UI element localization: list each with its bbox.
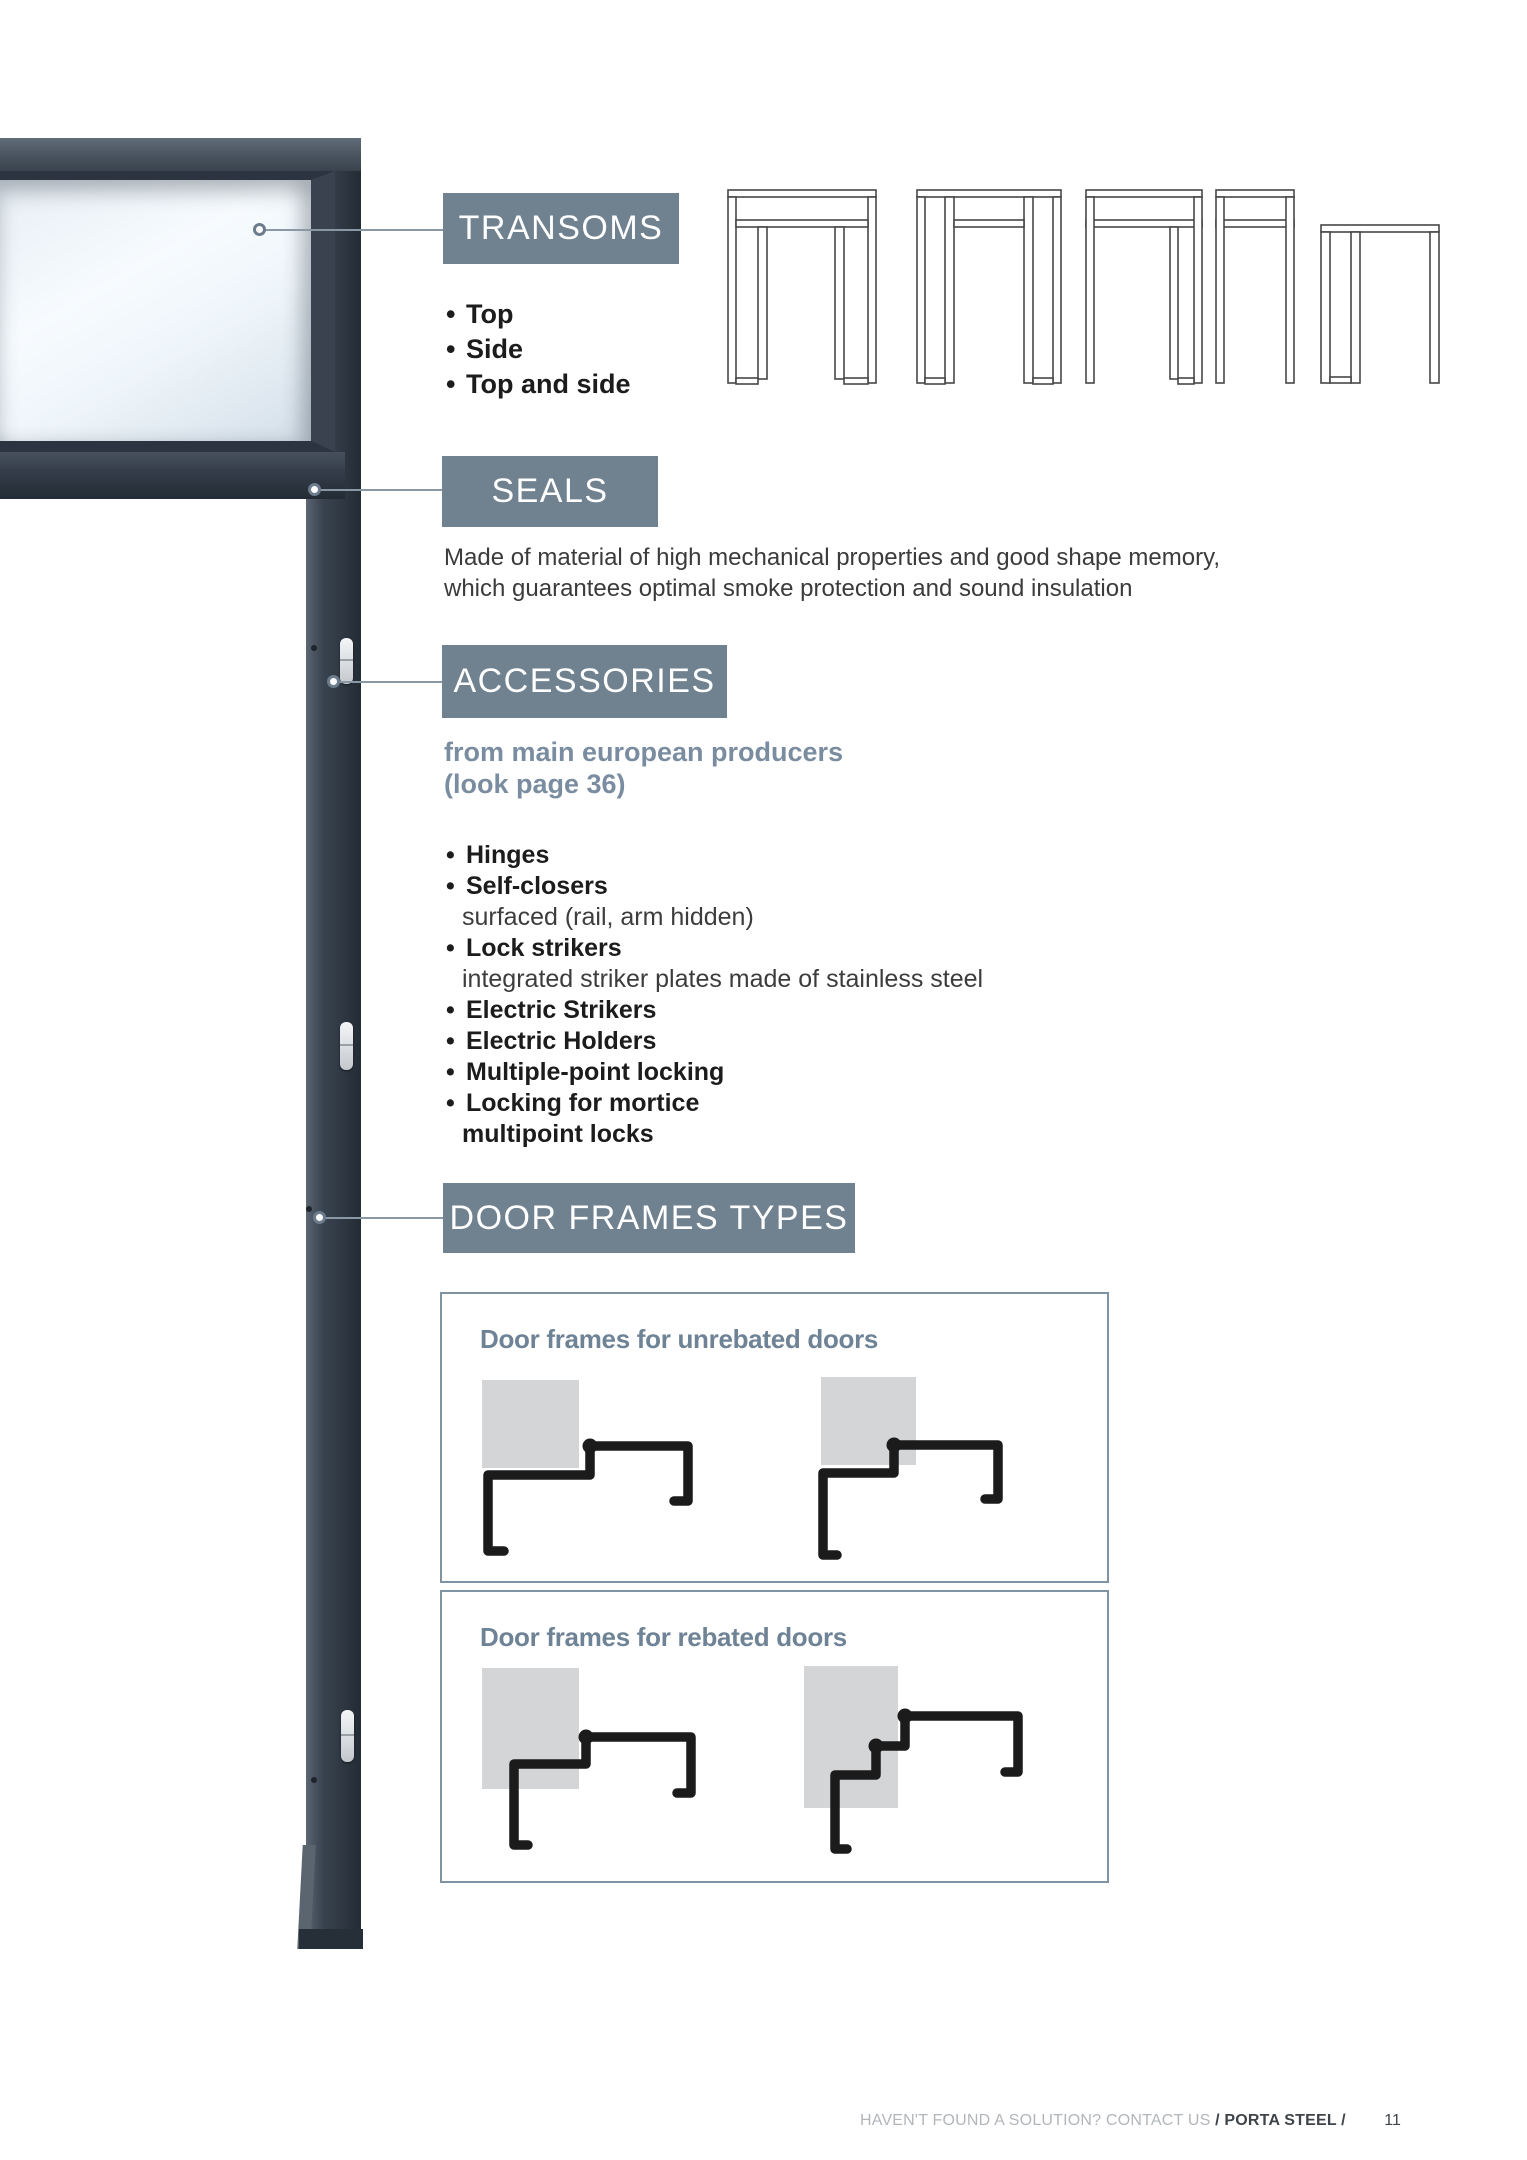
jamb-fixing-dot	[311, 645, 317, 651]
footer-contact-text: HAVEN'T FOUND A SOLUTION? CONTACT US	[860, 2112, 1216, 2129]
accessory-item: • Lock strikers	[446, 933, 983, 964]
section-header-transoms: TRANSOMS	[443, 193, 679, 264]
profile-diagram-rebated-2	[802, 1657, 1038, 1863]
accessory-item: • Multiple-point locking	[446, 1057, 983, 1088]
profile-diagram-unrebated-1	[480, 1380, 704, 1563]
door-frames-box-unrebated	[440, 1292, 1109, 1583]
leader-line-accessories	[334, 681, 443, 683]
transom-diagram-top-only	[1215, 189, 1295, 386]
footer-brand: / PORTA STEEL /	[1215, 2112, 1346, 2129]
transom-bullet-list	[446, 297, 631, 402]
accessory-item: integrated striker plates made of stainless steel	[462, 965, 984, 993]
accessories-intro	[444, 736, 843, 800]
box-title-unrebated: Door frames for unrebated doors	[480, 1324, 879, 1354]
accessory-item: multipoint locks	[462, 1120, 654, 1148]
transom-bullet-item: • Top and side	[446, 367, 631, 402]
transom-diagram-top-and-right-side	[1085, 189, 1203, 386]
section-header-accessories: ACCESSORIES	[442, 645, 727, 718]
accessories-intro-line: (look page 36)	[444, 769, 626, 799]
transom-bullet-item: • Top	[446, 297, 631, 332]
jamb-fixing-dot	[306, 1206, 312, 1212]
transom-bottom-rail	[0, 452, 345, 499]
box-title-rebated: Door frames for rebated doors	[480, 1622, 847, 1652]
leader-dot-seals	[308, 483, 321, 496]
leader-dot-door-frames	[313, 1211, 326, 1224]
seals-description-line: which guarantees optimal smoke protection and sound insulation	[444, 575, 1133, 602]
jamb-fixing-dot	[311, 1777, 317, 1783]
section-header-door-frames: DOOR FRAMES TYPES	[443, 1183, 855, 1253]
accessory-item: • Hinges	[446, 840, 983, 871]
section-header-seals: SEALS	[442, 456, 658, 527]
hinge-plate	[341, 1710, 354, 1762]
profile-diagram-rebated-1	[480, 1664, 710, 1859]
hinge-plate	[340, 1022, 353, 1070]
accessories-list	[446, 840, 983, 1150]
accessory-item: • Electric Holders	[446, 1026, 983, 1057]
profile-diagram-unrebated-2	[817, 1377, 1017, 1567]
seals-description-line: Made of material of high mechanical properties and good shape memory,	[444, 544, 1220, 571]
leader-dot-transoms	[253, 223, 266, 236]
transom-bullet-item: • Side	[446, 332, 631, 367]
transom-diagram-both-sides	[916, 189, 1062, 386]
accessory-item: • Self-closers	[446, 871, 983, 902]
door-frame-head	[0, 138, 361, 171]
leader-dot-accessories	[327, 675, 340, 688]
accessory-item: • Locking for mortice	[446, 1088, 983, 1119]
page-footer	[860, 2112, 1401, 2130]
accessory-item: surfaced (rail, arm hidden)	[462, 903, 754, 931]
hinge-plate	[340, 638, 353, 684]
transom-diagram-left-side-only	[1320, 224, 1440, 386]
footer-page-number: 11	[1384, 2112, 1401, 2129]
leader-line-seals	[315, 489, 443, 491]
leader-line-door-frames	[320, 1217, 443, 1219]
door-frames-box-rebated	[440, 1590, 1109, 1883]
leader-line-transoms	[260, 229, 443, 231]
accessory-item: • Electric Strikers	[446, 995, 983, 1026]
door-frame-jamb-foot	[299, 1929, 363, 1949]
transom-glass-panel	[0, 171, 335, 452]
seals-description	[444, 542, 1220, 604]
accessories-intro-line: from main european producers	[444, 737, 844, 767]
transom-diagram-top-and-both-sides	[727, 189, 877, 386]
